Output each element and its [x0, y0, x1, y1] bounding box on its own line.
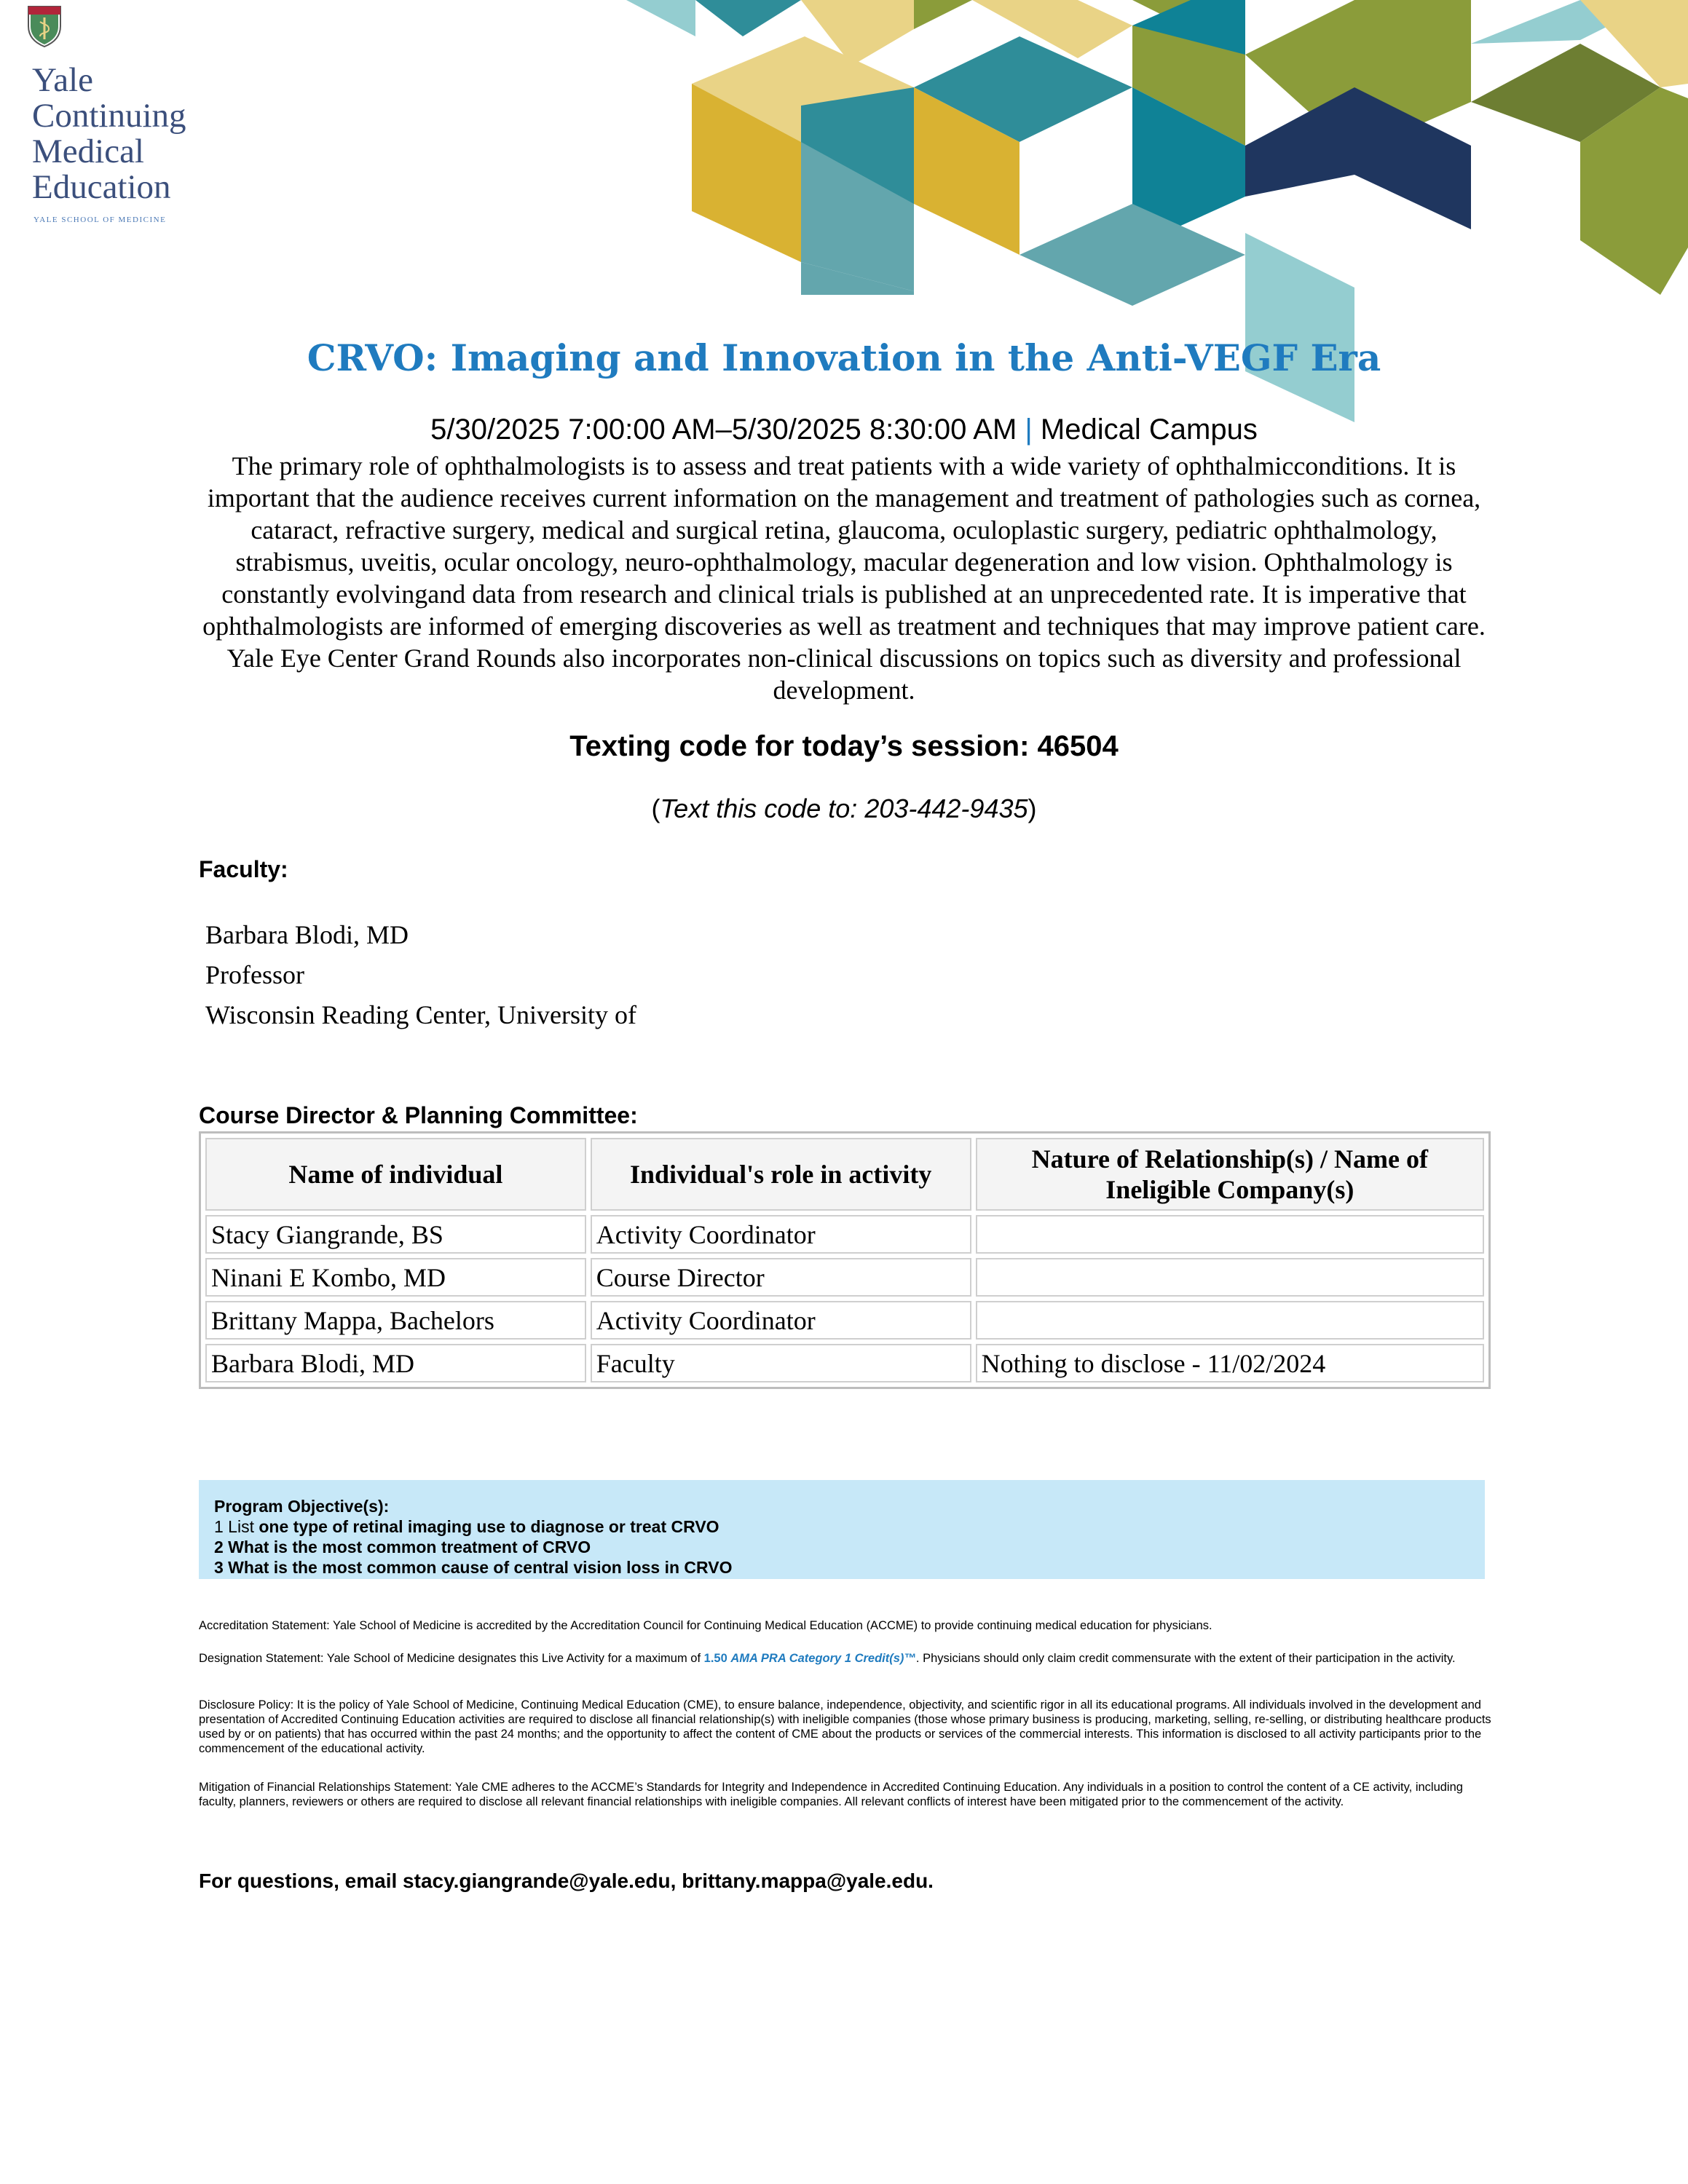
- designation-post: . Physicians should only claim credit commensurate with the extent of their participation in the activity.: [915, 1652, 1456, 1665]
- program-objectives: [199, 1480, 1485, 1579]
- event-datetime: 5/30/2025 7:00:00 AM–5/30/2025 8:30:00 AM: [430, 414, 1017, 446]
- objective-item-prefix: 1 List: [214, 1517, 259, 1536]
- cell-relationship: Nothing to disclose - 11/02/2024: [976, 1344, 1484, 1382]
- objective-item: [214, 1516, 1470, 1537]
- accreditation-statement: Accreditation Statement: Yale School of Medicine is accredited by the Accreditation Council for Continuing Medical Education (ACCME) to provide continuing medical education for physicians.: [199, 1619, 1212, 1632]
- cell-role: Course Director: [591, 1258, 971, 1297]
- committee-label: Course Director & Planning Committee:: [199, 1102, 638, 1128]
- cell-role: Activity Coordinator: [591, 1301, 971, 1340]
- logo-subtitle: YALE SCHOOL OF MEDICINE: [33, 215, 167, 224]
- paren-open: (: [651, 794, 660, 823]
- faculty-name: Barbara Blodi, MD: [205, 920, 409, 949]
- cell-name: Ninani E Kombo, MD: [205, 1258, 586, 1297]
- cell-relationship: [976, 1258, 1484, 1297]
- event-dateline: [0, 414, 1688, 446]
- yale-shield-icon: [26, 4, 63, 48]
- column-header-role: Individual's role in activity: [591, 1138, 971, 1211]
- column-header-relationship: Nature of Relationship(s) / Name of Ineligible Company(s): [976, 1138, 1484, 1211]
- cell-relationship: [976, 1301, 1484, 1340]
- event-description: The primary role of ophthalmologists is to assess and treat patients with a wide variety of ophthalmicconditions. It is important that the audience receives current information on the management and treatment of pathologies such as cornea, cataract, refractive surgery, medical and surgical retina, glaucoma, oculoplastic surgery, pediatric ophthalmology, strabismus, uveitis, ocular oncology, neuro-ophthalmology, macular degeneration and low vision. Ophthalmology is constantly evolvingand data from research and clinical trials is published at an unprecedented rate. It is imperative that ophthalmologists are informed of emerging discoveries as well as treatment and techniques that may improve patient care. Yale Eye Center Grand Rounds also incorporates non-clinical discussions on topics such as diversity and professional development.: [202, 451, 1486, 705]
- credit-name: AMA PRA Category 1 Credit(s)™: [730, 1652, 916, 1665]
- faculty-affiliation: Wisconsin Reading Center, University of: [205, 1000, 636, 1029]
- objective-item: 3 What is the most common cause of central vision loss in CRVO: [214, 1558, 733, 1577]
- table-row: [205, 1258, 1484, 1297]
- cell-name: Stacy Giangrande, BS: [205, 1215, 586, 1254]
- objective-item: 2 What is the most common treatment of CRVO: [214, 1538, 591, 1556]
- designation-statement: [199, 1651, 1491, 1666]
- logo-line: Education: [32, 168, 171, 206]
- table-row: [205, 1215, 1484, 1254]
- logo-line: Medical: [32, 132, 144, 170]
- disclosure-policy: Disclosure Policy: It is the policy of Yale School of Medicine, Continuing Medical Education (CME), to ensure balance, independence, objectivity, and scientific rigor in all its educational programs. All individuals involved in the development and presentation of Accredited Continuing Education activities are required to disclose all financial relationship(s) with ineligible companies (those whose primary business is producing, marketing, selling, re-selling, or distributing healthcare products used by or on patients) that has occurred within the past 24 months; and the opportunity to affect the content of CME about the products or services of the commercial interests. This information is disclosed to all activity participants prior to the commencement of the educational activity.: [199, 1698, 1491, 1755]
- table-row: [205, 1301, 1484, 1340]
- logo-line: Continuing: [32, 97, 186, 135]
- cell-relationship: [976, 1215, 1484, 1254]
- faculty-role: Professor: [205, 960, 304, 989]
- cell-name: Barbara Blodi, MD: [205, 1344, 586, 1382]
- event-title: CRVO: Imaging and Innovation in the Anti-VEGF Era: [307, 336, 1381, 379]
- text-instruction-text: Text this code to: 203-442-9435: [660, 794, 1028, 823]
- paren-close: ): [1028, 794, 1037, 823]
- logo-line: Yale: [32, 61, 94, 99]
- column-header-name: Name of individual: [205, 1138, 586, 1211]
- table-row: [205, 1344, 1484, 1382]
- yale-cme-logo: [26, 4, 216, 224]
- questions-contact: For questions, email stacy.giangrande@yale.edu, brittany.mappa@yale.edu.: [199, 1870, 934, 1892]
- committee-table: [199, 1131, 1491, 1389]
- objectives-label: Program Objective(s):: [214, 1497, 390, 1516]
- event-location: Medical Campus: [1040, 414, 1258, 446]
- dateline-separator: |: [1025, 414, 1033, 446]
- cell-role: Activity Coordinator: [591, 1215, 971, 1254]
- table-header-row: [205, 1138, 1484, 1211]
- cell-role: Faculty: [591, 1344, 971, 1382]
- objective-item-text: one type of retinal imaging use to diagnose or treat CRVO: [259, 1517, 719, 1536]
- cell-name: Brittany Mappa, Bachelors: [205, 1301, 586, 1340]
- credit-number: 1.50: [703, 1652, 731, 1665]
- texting-code: Texting code for today’s session: 46504: [569, 730, 1119, 762]
- text-instruction: [0, 794, 1688, 824]
- mitigation-statement: Mitigation of Financial Relationships Statement: Yale CME adheres to the ACCME’s Standards for Integrity and Independence in Accredited Continuing Education. Any individuals in a position to control the content of a CE activity, including faculty, planners, reviewers or others are required to disclose all relevant financial relationships with ineligible companies. All relevant conflicts of interest have been mitigated prior to the commencement of the activity.: [199, 1781, 1463, 1808]
- designation-pre: Designation Statement: Yale School of Medicine designates this Live Activity for a maximum of: [199, 1652, 704, 1665]
- faculty-label: Faculty:: [199, 856, 288, 882]
- faculty-info: [205, 915, 636, 1035]
